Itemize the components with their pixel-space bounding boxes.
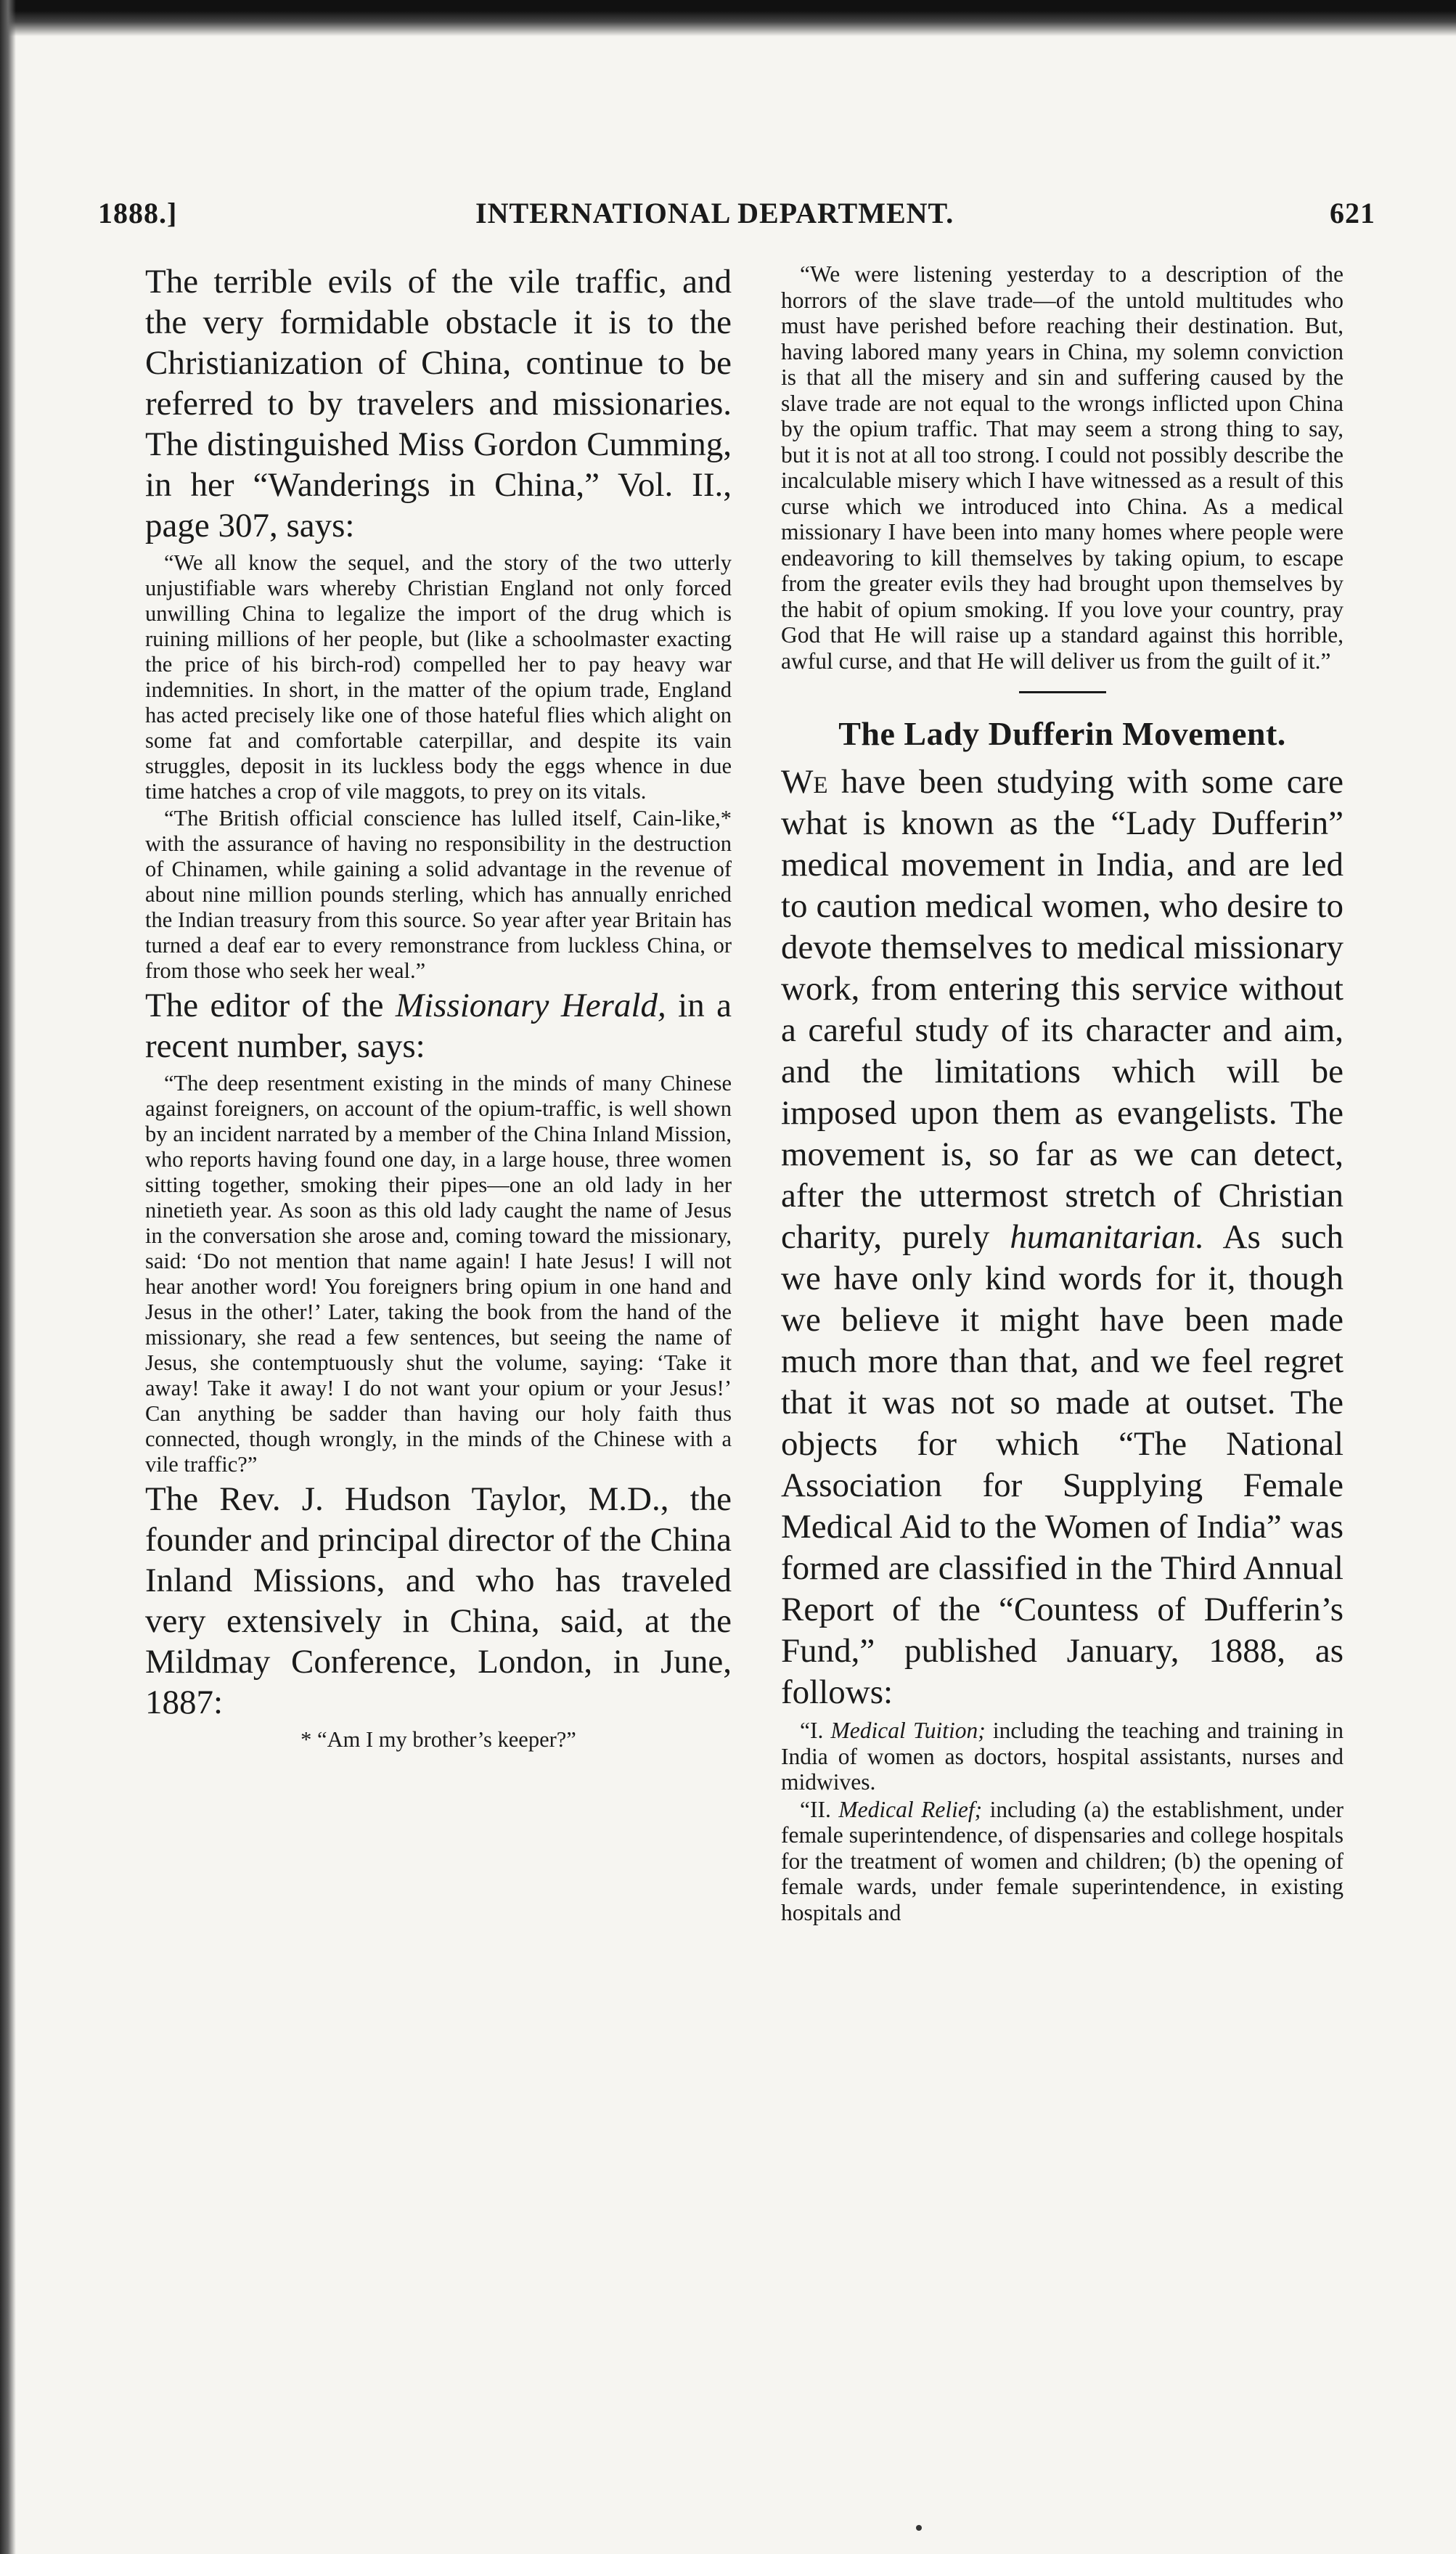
taylor-intro-paragraph: The Rev. J. Hudson Taylor, M.D., the founder and principal director of the China Inland Missions, and who has traveled very extensively in China, said, at the Mildmay Conference, London, in June, 1887: (145, 1480, 732, 1721)
dufferin-text-b: As such we have only kind words for it, though we believe it might have been made much more than that, and we feel regret that it was not so made at outset. The objects for which “The National Association for Supplying Female Medical Aid to the Women of India” was formed are classified in the Third Annual Report of the “Countess of Dufferin’s Fund,” published January, 1888, as follows: (781, 1218, 1343, 1711)
herald-intro-suffix: in a recent number, says: (145, 987, 732, 1065)
running-header (98, 196, 1375, 240)
quote-taylor: “We were listening yesterday to a description of the horrors of the slave trade—of the untold multitudes who must have perished before reaching their destination. But, having labored many years in China, my solemn conviction is that all the misery and sin and suffering caused by the slave trade are not equal to the wrongs inflicted upon China by the opium traffic. That may seem a strong thing to say, but it is not at all too strong. I could not possibly describe the incalculable misery which I have witnessed as a result of this curse which we introduced into China. As a medical missionary I have been into many homes where people were endeavoring to kill themselves by taking opium, to escape from the greater evils they had brought upon themselves by the habit of opium smoking. If you love your country, pray God that He will raise up a standard against this horrible, awful curse, and that He will deliver us from the guilt of it.” (781, 261, 1343, 674)
herald-intro-paragraph (145, 985, 732, 1066)
dufferin-lead-word: We (781, 763, 828, 801)
relief-heading: Medical Relief; (838, 1796, 983, 1822)
quote-cumming-2: “The British official conscience has lulled itself, Cain-like,* with the assurance of having no responsibility in the destruction of Chinamen, while gaining a solid advantage in the revenue of about nine million pounds sterling, which has annually enriched the Indian treasury from this source. So year after year Britain has turned a deaf ear to every remonstrance from luckless China, or from those who seek her weal.” (145, 806, 732, 983)
herald-title: Missionary Herald, (395, 987, 666, 1024)
quote-cumming-1: “We all know the sequel, and the story of the two utterly unjustifiable wars whereby Christian England not only forced unwilling China to legalize the import of the drug which is ruining millions of her people, but (like a schoolmaster exacting the price of his birch-rod) compelled her to pay heavy war indemnities. In short, in the matter of the opium trade, England has acted precisely like one of those hateful flies which alight on some fat and comfortable caterpillar, and despite its vain struggles, deposit in its luckless body the eggs whence in due time hatches a crop of vile maggots, to prey on its vitals. (145, 550, 732, 804)
header-title: INTERNATIONAL DEPARTMENT. (475, 197, 954, 229)
dufferin-italic: humanitarian. (1010, 1218, 1205, 1256)
section-divider (1019, 691, 1106, 693)
relief-text: including (a) the establishment, under female superintendence, of dispensaries and college hospitals for the treatment of women and children; (b) the opening of female wards, under female superintendence, in existing hospitals and (781, 1796, 1343, 1925)
right-column (781, 261, 1343, 2497)
scan-top-edge (0, 0, 1456, 36)
quote-herald: “The deep resentment existing in the minds of many Chinese against foreigners, on account of the opium-traffic, is well shown by an incident narrated by a member of the China Inland Mission, who reports having found one day, in a large house, three women sitting together, smoking their pipes—one an old lady in her ninetieth year. As soon as this old lady caught the name of Jesus in the conversation she arose and, coming toward the missionary, said: ‘Do not mention that name again! I hate Jesus! I will not hear another word! You foreigners bring opium in one hand and Jesus in the other!’ Later, taking the book from the hand of the missionary, she read a few sentences, but seeing the name of Jesus, she contemptuously shut the volume, saying: ‘Take it away! Take it away! I do not want your opium or your Jesus!’ Can anything be sadder than having our holy faith thus connected, though wrongly, in the minds of the Chinese with a vile traffic?” (145, 1071, 732, 1477)
footnote: * “Am I my brother’s keeper?” (300, 1727, 576, 1752)
scan-left-edge (0, 0, 16, 2554)
relief-prefix: “II. (800, 1796, 839, 1822)
tuition-heading: Medical Tuition; (830, 1718, 986, 1743)
quote-medical-relief (781, 1797, 1343, 1926)
header-year: 1888.] (98, 197, 178, 229)
herald-intro-prefix: The editor of the (145, 987, 396, 1024)
intro-paragraph: The terrible evils of the vile traffic, and the very formidable obstacle it is to the Christianization of China, continue to be referred to by travelers and missionaries. The distinguished Miss Gordon Cumming, in her “Wanderings in China,” Vol. II., page 307, says: (145, 263, 732, 544)
dufferin-text-a: have been studying with some care what is known as the “Lady Dufferin” medical movement in India, and are led to caution medical women, who desire to devote themselves to medical missionary work, from entering this service without a careful study of its character and aim, and the limitations which will be imposed upon them as evangelists. The movement is, so far as we can detect, after the uttermost stretch of Christian charity, purely (781, 763, 1343, 1256)
page-number: 621 (1330, 197, 1375, 229)
left-column (145, 261, 732, 2497)
tuition-prefix: “I. (800, 1718, 831, 1743)
quote-medical-tuition (781, 1718, 1343, 1795)
scan-speck (916, 2525, 922, 2531)
section-title: The Lady Dufferin Movement. (838, 715, 1286, 752)
dufferin-paragraph (781, 762, 1343, 1713)
tuition-text: including the teaching and training in India of women as doctors, hospital assistants, nurses and midwives. (781, 1718, 1343, 1795)
